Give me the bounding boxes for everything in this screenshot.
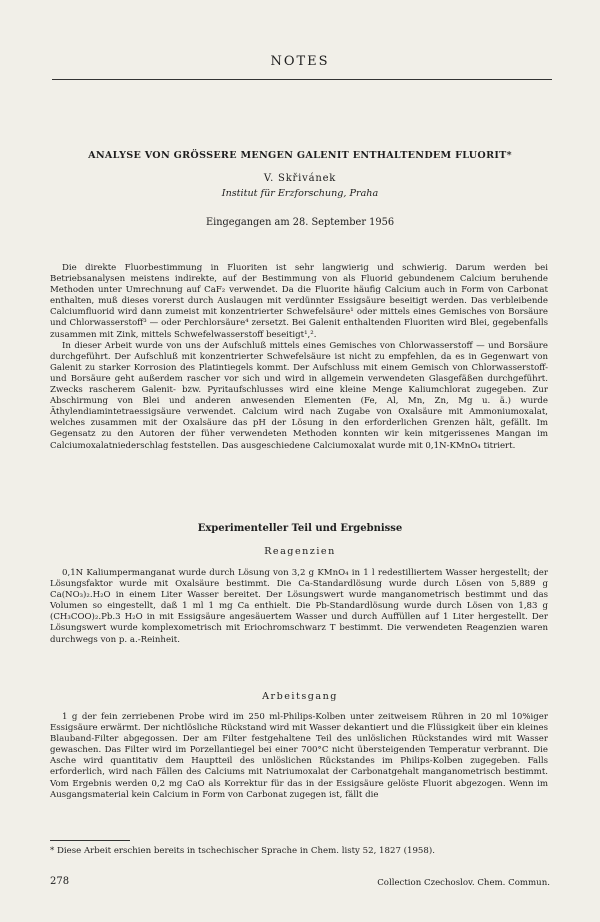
received-date: Eingegangen am 28. September 1956 (205, 217, 395, 228)
footnote: * Diese Arbeit erschien bereits in tschechischer Sprache in Chem. listy 52, 1827 (1958). (50, 846, 435, 856)
intro-paragraph-2: In dieser Arbeit wurde von uns der Aufschluß mittels eines Gemisches von Chlorwasserstoff — und Borsäure durchgeführt. Der Aufschluß mit konzentrierter Schwefelsäure ist nicht zu empfehlen, da es in Gegenwart von Galenit zu starker Korrosion des Platintiegels kommt. Der Aufschluss mit einem Gemisch von Chlorwasserstoff- und Borsäure geht außerdem rascher vor sich und wird in allgemein verwendeten Glasgefäßen durchgeführt. Zwecks rascherem Galenit- bzw. Pyritaufschlusses wird eine kleine Menge Kaliumchlorat zugegeben. Zur Abschirmung von Blei und anderen anwesenden Elementen (Fe, Al, Mn, Zn, Mg u. ä.) wurde Äthylendiamintetraessigsäure verwendet. Calcium wird nach Zugabe von Oxalsäure mit Ammoniumoxalat, welches zusammen mit der Oxalsäure das pH der Lösung in den erforderlichen Grenzen hält, gefällt. Im Gegensatz zu den Autoren der füher verwendeten Methoden konnten wir kein mitgerissenes Mangan im Calciumoxalatniederschlag feststellen. Das ausgeschiedene Calciumoxalat wurde mit 0,1N-KMnO₄ titriert. (50, 340, 548, 451)
reagents-paragraph: 0,1N Kaliumpermanganat wurde durch Lösung von 3,2 g KMnO₄ in 1 l redestilliertem Wasser hergestellt; der Lösungsfaktor wurde mit Oxalsäure bestimmt. Die Ca-Standardlösung wurde durch Lösen von 5,889 g Ca(NO₃)₂.H₂O in einem Liter Wasser bereitet. Der Lösungswert wurde manganometrisch bestimmt und das Volumen so eingestellt, daß 1 ml 1 mg Ca enthielt. Die Pb-Standardlösung wurde durch Lösen von 1,83 g (CH₃COO)₂.Pb.3 H₂O in mit Essigsäure angesäuertem Wasser und durch Auffüllen auf 1 Liter hergestellt. Der Lösungswert wurde komplexometrisch mit Eriochromschwarz T bestimmt. Die verwendeten Reagenzien waren durchwegs von p. a.-Reinheit. (50, 568, 548, 645)
journal-name: Collection Czechoslov. Chem. Commun. (377, 878, 550, 888)
procedure-heading: Arbeitsgang (262, 691, 338, 702)
intro-paragraph-1: Die direkte Fluorbestimmung in Fluoriten ist sehr langwierig und schwierig. Darum werden bei Betriebsanalysen meistens indirekte, auf der Bestimmung von als Fluorid gebundenem Calcium beruhende Methoden unter Umrechnung auf CaF₂ verwendet. Da die Fluorite häufig Calcium auch in Form von Carbonat enthalten, muß dieses vorerst durch Auslaugen mit verdünnter Essigsäure beseitigt werden. Das verbleibende Calciumfluorid wird dann zumeist mit konzentrierter Schwefelsäure¹ oder mittels eines Gemisches von Borsäure und Chlorwasserstoff³ — oder Perchlorsäure⁴ zersetzt. Bei Galenit enthaltenden Fluoriten wird Blei, gegebenfalls zusammen mit Zink, mittels Schwefelwasserstoff beseitigt¹,². (50, 263, 548, 340)
intro-text (50, 263, 548, 452)
affiliation: Institut für Erzforschung, Praha (221, 188, 379, 199)
section-title: Experimenteller Teil und Ergebnisse (197, 523, 403, 534)
procedure-paragraph: 1 g der fein zerriebenen Probe wird im 250 ml-Philips-Kolben unter zeitweisem Rühren in 20 ml 10%iger Essigsäure erwärmt. Der nichtlösliche Rückstand wird mit Wasser dekantiert und die Flüssigkeit über ein kleines Blauband-Filter abgegossen. Der am Filter festgehaltene Teil des unlöslichen Rückstandes wird mit Wasser gewaschen. Das Filter wird im Porzellantiegel bei einer 700°C nicht übersteigenden Temperatur verbrannt. Die Asche wird quantitativ dem Hauptteil des unlöslichen Rückstandes im Philips-Kolben zugegeben. Falls erforderlich, wird nach Fällen des Calciums mit Natriumoxalat der Carbonatgehalt manganometrisch bestimmt. Vom Ergebnis werden 0,2 mg CaO als Korrektur für das in der Essigsäure gelöste Fluorit abgezogen. Wenn im Ausgangsmaterial kein Calcium in Form von Carbonat zugegen ist, fällt die (50, 712, 548, 800)
reagents-heading: Reagenzien (264, 546, 336, 557)
author: V. Skřivánek (263, 173, 337, 184)
page-number: 278 (50, 876, 70, 887)
section-header: NOTES (270, 54, 330, 69)
article-title: ANALYSE VON GRÖSSERE MENGEN GALENIT ENTHALTENDEM FLUORIT* (88, 150, 512, 161)
procedure-text (50, 712, 548, 801)
footnote-rule (50, 840, 130, 841)
header-rule (52, 79, 552, 80)
reagents-text (50, 568, 548, 646)
